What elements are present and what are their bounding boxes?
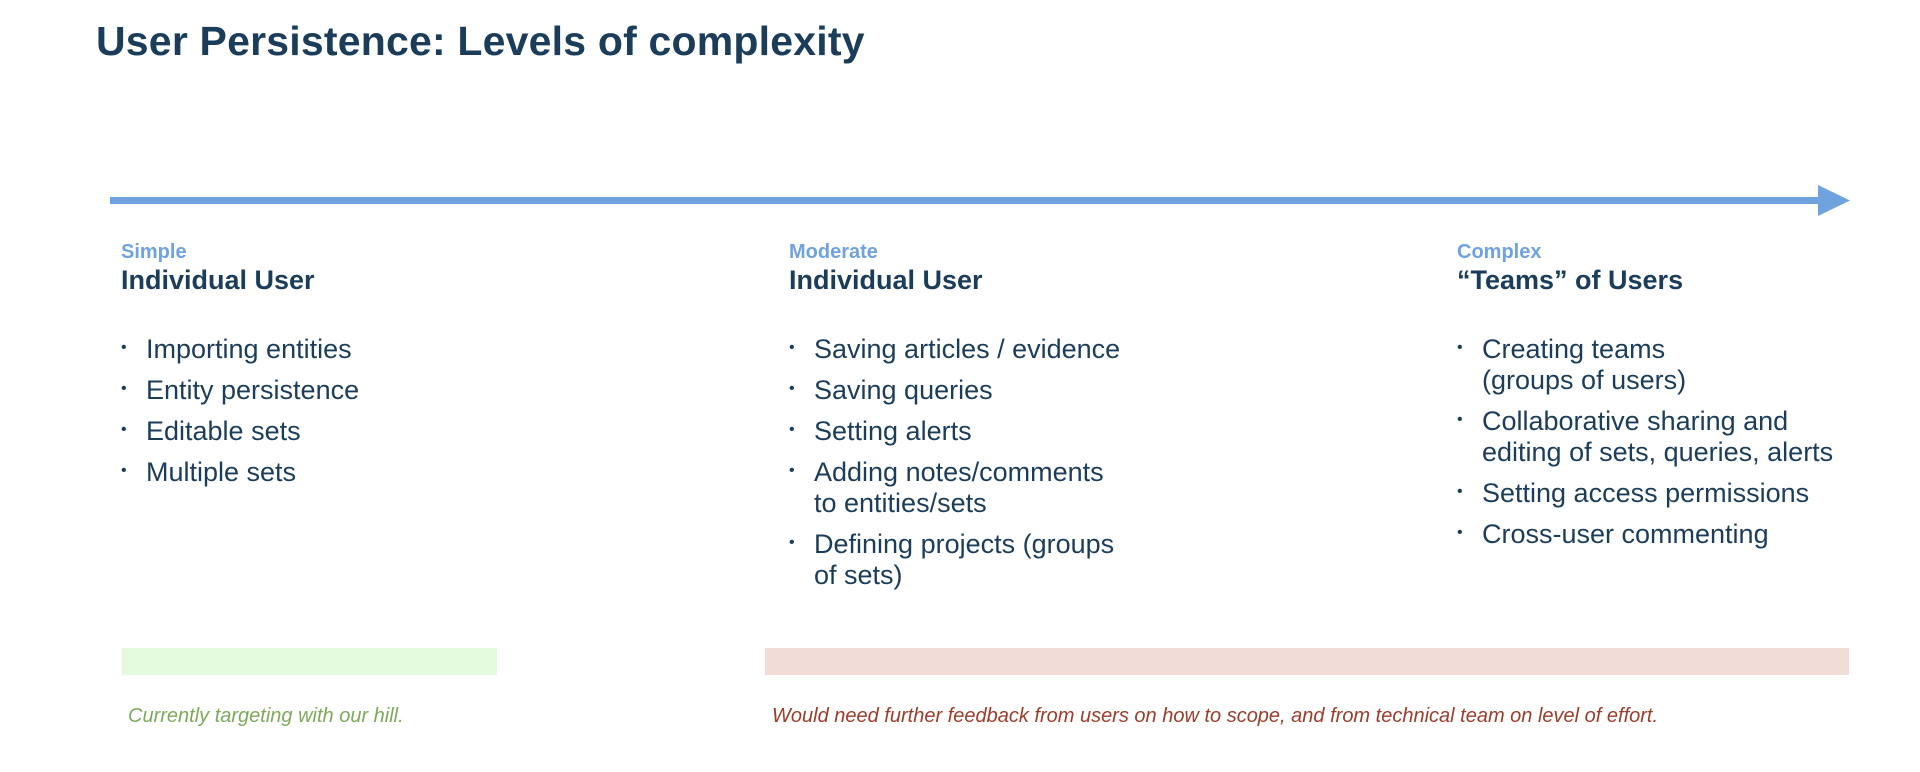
list-item-text: Saving articles / evidence <box>814 334 1121 364</box>
arrow-shaft <box>110 197 1822 204</box>
list-item-text: of sets) <box>814 560 903 590</box>
list-item-text: Creating teams <box>1482 334 1666 364</box>
list-item-text: Defining projects (groups <box>814 529 1115 559</box>
column-subtitle: Individual User <box>121 265 315 295</box>
list-item-text: to entities/sets <box>814 488 987 518</box>
bullet-icon: • <box>121 462 127 479</box>
list-item <box>789 529 1349 591</box>
list-item <box>1457 334 1897 396</box>
list-item-text: (groups of users) <box>1482 365 1687 395</box>
bullet-icon: • <box>1457 339 1463 356</box>
bullet-icon: • <box>789 534 795 551</box>
list-item <box>1457 478 1897 509</box>
list-item-text: editing of sets, queries, alerts <box>1482 437 1834 467</box>
list-item-text: Saving queries <box>814 375 993 405</box>
column-subtitle: Individual User <box>789 265 983 295</box>
list-item <box>1457 519 1897 550</box>
bullet-icon: • <box>121 421 127 438</box>
list-item <box>121 375 681 406</box>
level-label: Simple <box>121 241 187 263</box>
current-target-bar <box>122 648 497 675</box>
list-item <box>789 457 1349 519</box>
bullet-icon: • <box>121 380 127 397</box>
bullet-icon: • <box>789 421 795 438</box>
column-subtitle: “Teams” of Users <box>1457 265 1684 295</box>
list-item-text: Cross-user commenting <box>1482 519 1769 549</box>
feature-list <box>121 334 681 488</box>
column-simple <box>121 240 681 498</box>
needs-feedback-note: Would need further feedback from users on how to scope, and from technical team on level of effort. <box>772 705 1659 727</box>
list-item-text: Adding notes/comments <box>814 457 1104 487</box>
bullet-icon: • <box>789 380 795 397</box>
list-item <box>121 457 681 488</box>
feature-list <box>789 334 1349 591</box>
feature-list <box>1457 334 1897 550</box>
page-title: User Persistence: Levels of complexity <box>96 18 865 64</box>
level-label: Moderate <box>789 241 878 263</box>
needs-feedback-bar <box>765 648 1849 675</box>
column-moderate <box>789 240 1349 601</box>
list-item <box>1457 406 1897 468</box>
list-item-text: Editable sets <box>146 416 301 446</box>
bullet-icon: • <box>1457 483 1463 500</box>
complexity-arrow <box>110 184 1850 216</box>
list-item <box>789 334 1349 365</box>
column-complex <box>1457 240 1897 560</box>
list-item-text: Multiple sets <box>146 457 297 487</box>
arrow-head <box>1818 185 1850 216</box>
list-item <box>789 416 1349 447</box>
list-item-text: Collaborative sharing and <box>1482 406 1789 436</box>
list-item-text: Importing entities <box>146 334 352 364</box>
list-item-text: Entity persistence <box>146 375 360 405</box>
list-item <box>121 416 681 447</box>
bullet-icon: • <box>1457 524 1463 541</box>
bullet-icon: • <box>1457 411 1463 428</box>
level-label: Complex <box>1457 241 1542 263</box>
current-target-note: Currently targeting with our hill. <box>128 705 404 727</box>
list-item-text: Setting access permissions <box>1482 478 1810 508</box>
bullet-icon: • <box>789 462 795 479</box>
bullet-icon: • <box>121 339 127 356</box>
list-item-text: Setting alerts <box>814 416 972 446</box>
list-item <box>789 375 1349 406</box>
bullet-icon: • <box>789 339 795 356</box>
list-item <box>121 334 681 365</box>
